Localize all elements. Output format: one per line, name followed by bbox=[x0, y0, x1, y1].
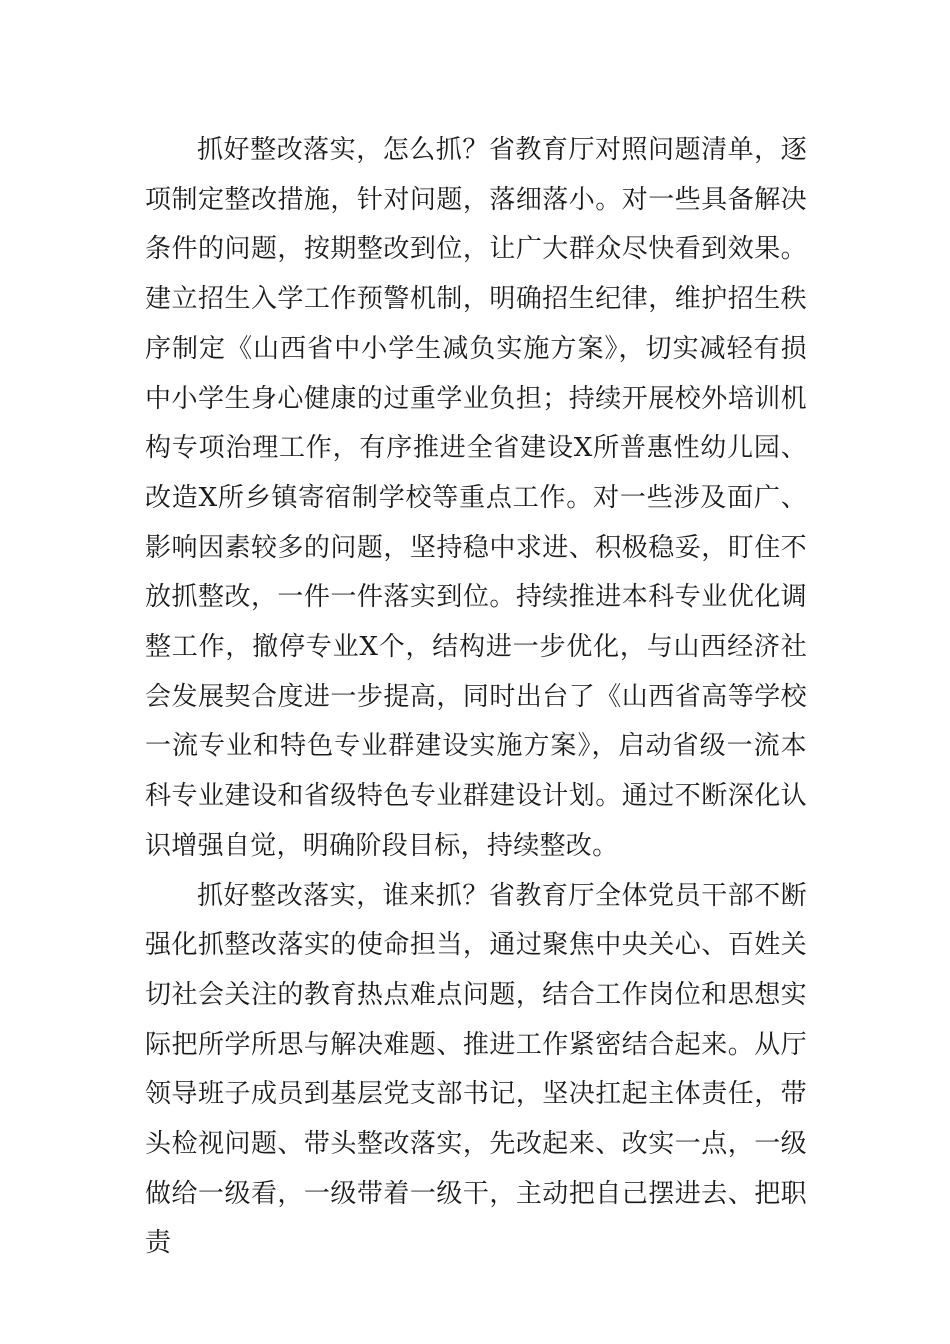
document-body bbox=[145, 126, 807, 1269]
paragraph-who-rectifies: 抓好整改落实，谁来抓？省教育厅全体党员干部不断强化抓整改落实的使命担当，通过聚焦中央关心、百姓关切社会关注的教育热点难点问题，结合工作岗位和思想实际把所学所思与解决难题、推进工作紧密结合起来。从厅领导班子成员到基层党支部书记，坚决扛起主体责任，带头检视问题、带头整改落实，先改起来、改实一点，一级做给一级看，一级带着一级干，主动把自己摆进去、把职责 bbox=[145, 880, 807, 1259]
paragraph-how-to-rectify: 抓好整改落实，怎么抓？省教育厅对照问题清单，逐项制定整改措施，针对问题，落细落小。对一些具备解决条件的问题，按期整改到位，让广大群众尽快看到效果。建立招生入学工作预警机制，明确招生纪律，维护招生秩序制定《山西省中小学生减负实施方案》，切实减轻有损中小学生身心健康的过重学业负担；持续开展校外培训机构专项治理工作，有序推进全省建设X所普惠性幼儿园、改造X所乡镇寄宿制学校等重点工作。对一些涉及面广、影响因素较多的问题，坚持稳中求进、积极稳妥，盯住不放抓整改，一件一件落实到位。持续推进本科专业优化调整工作，撤停专业X个，结构进一步优化，与山西经济社会发展契合度进一步提高，同时出台了《山西省高等学校一流专业和特色专业群建设实施方案》，启动省级一流本科专业建设和省级特色专业群建设计划。通过不断深化认识增强自觉，明确阶段目标，持续整改。 bbox=[145, 135, 807, 861]
